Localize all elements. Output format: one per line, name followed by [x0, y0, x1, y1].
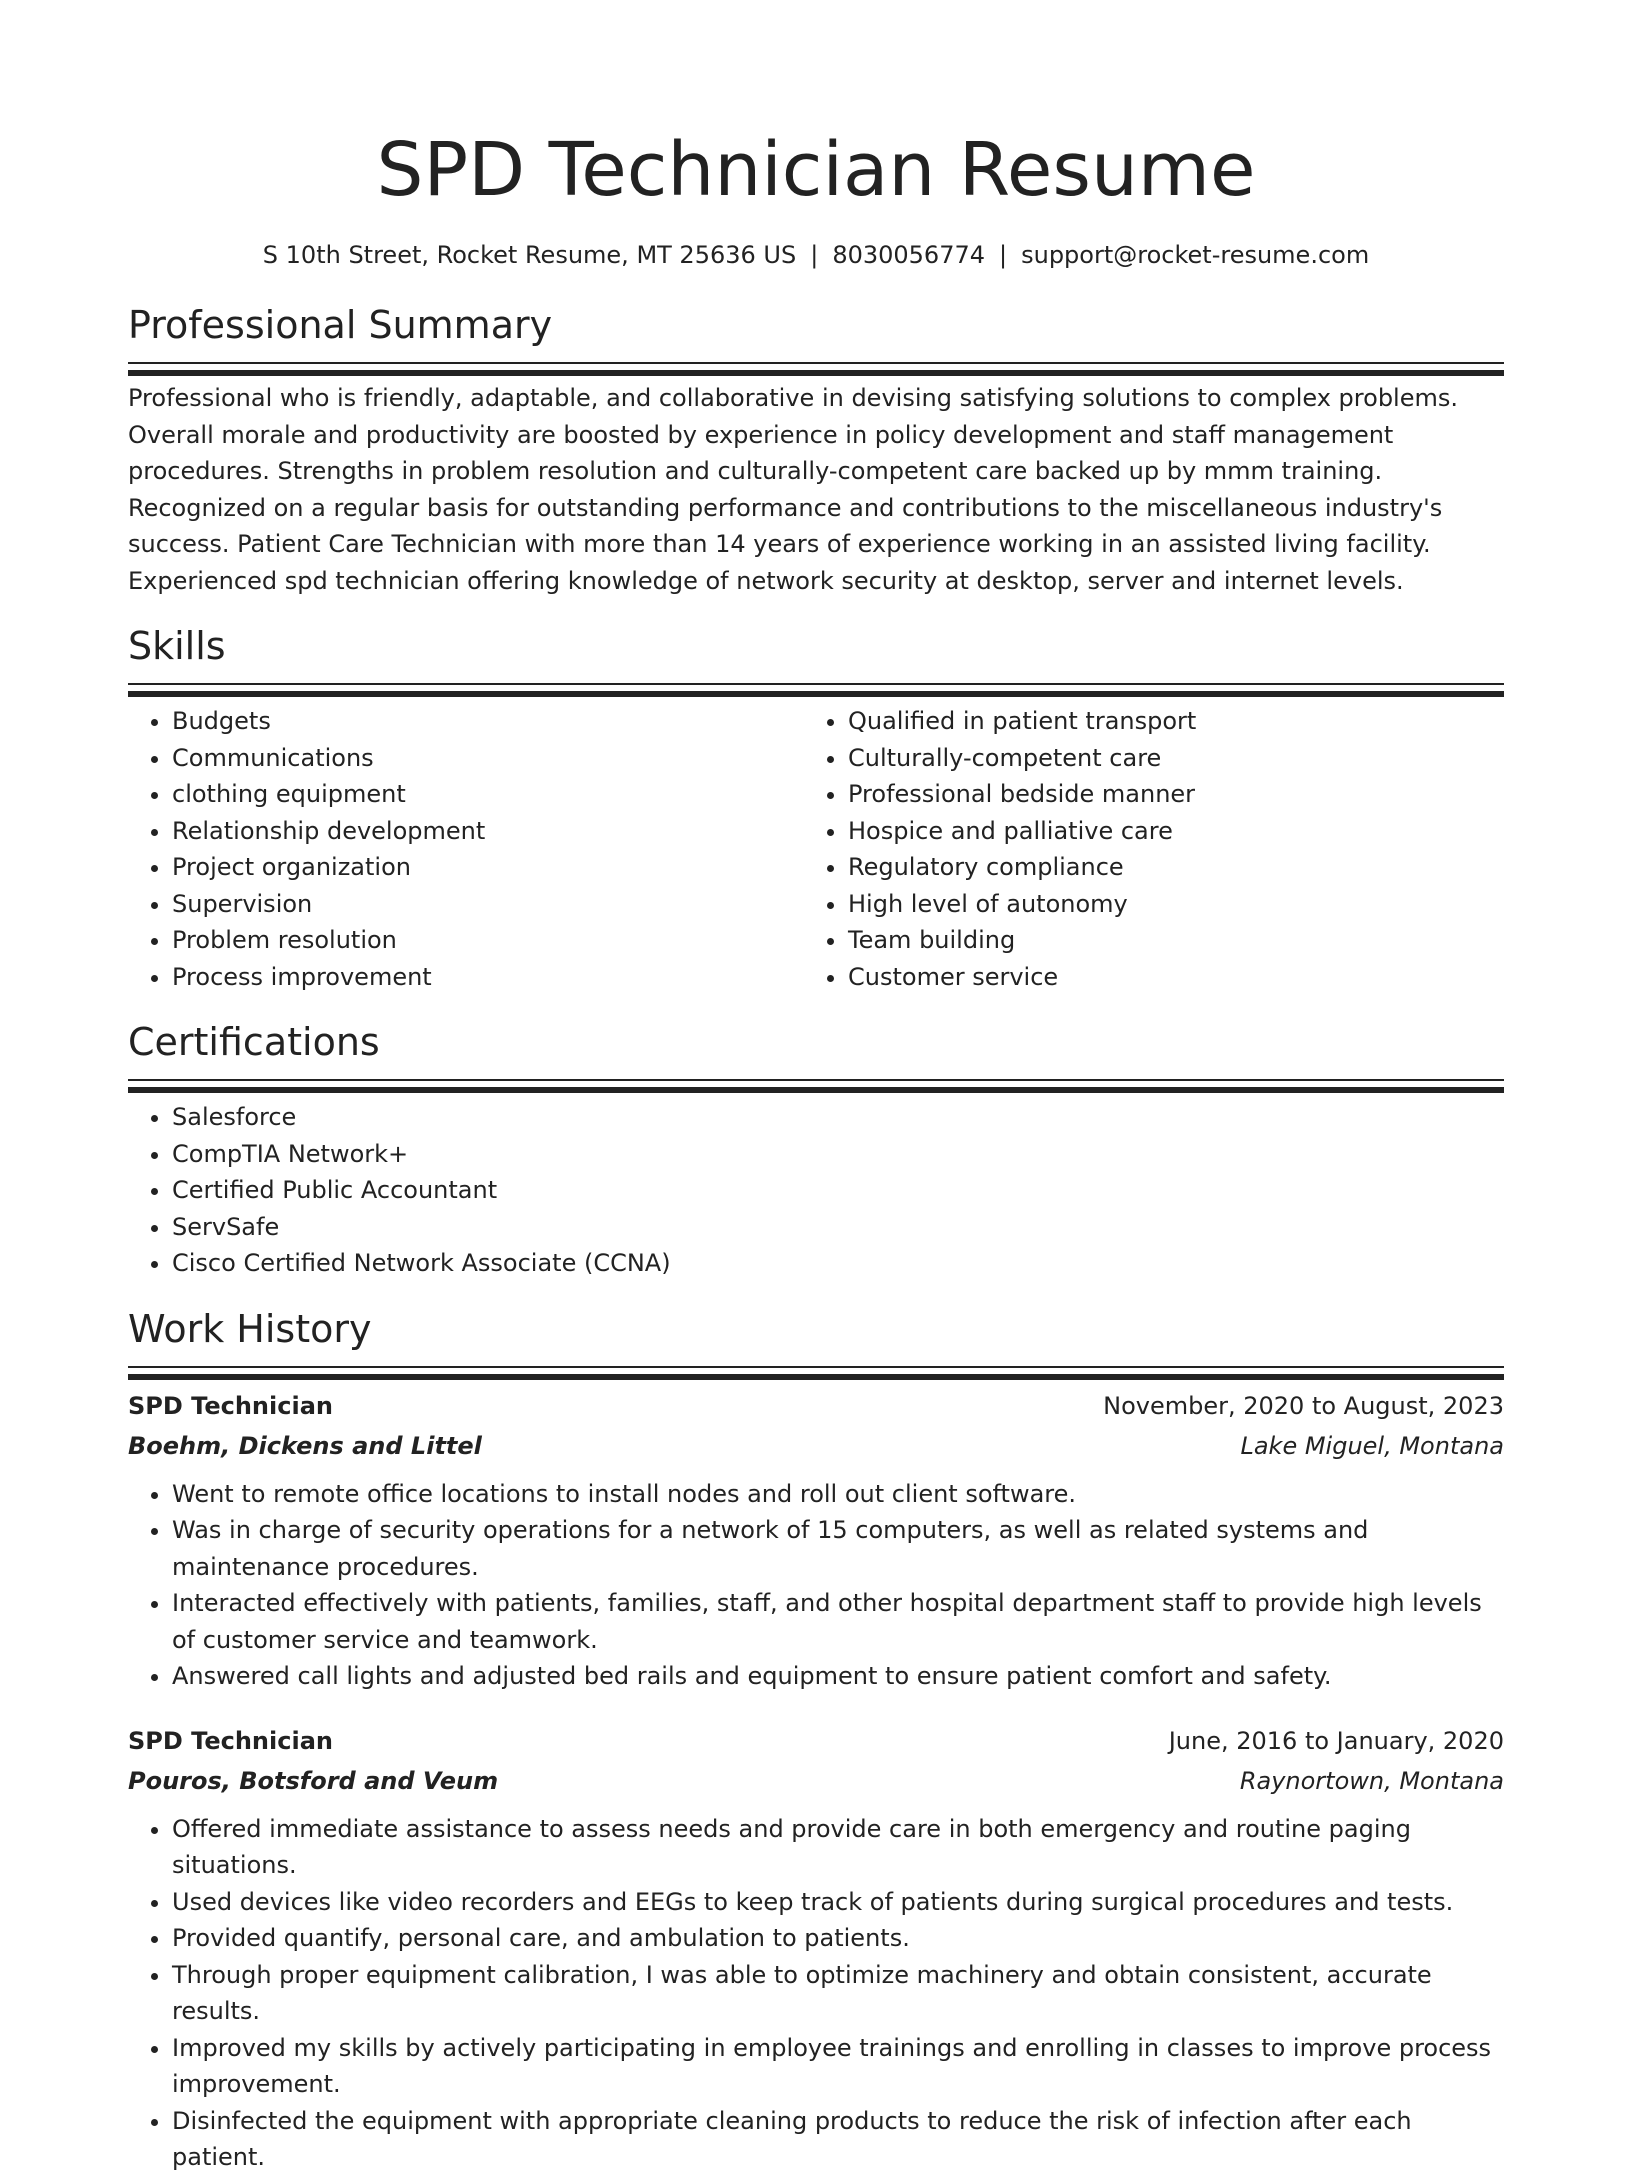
job-header — [128, 1386, 1504, 1426]
certification-item: • CompTIA Network+ — [172, 1136, 1504, 1173]
job-bullet: • Disinfected the equipment with appropriate cleaning products to reduce the risk of infection after each patient. — [172, 2103, 1504, 2176]
job-bullet: • Answered call lights and adjusted bed rails and equipment to ensure patient comfort and safety. — [172, 1658, 1504, 1695]
job-dates: November, 2020 to August, 2023 — [1103, 1391, 1504, 1420]
job-company: Pouros, Botsford and Veum — [128, 1766, 499, 1795]
summary-section — [128, 300, 1504, 599]
certification-item: • Salesforce — [172, 1099, 1504, 1136]
job-company: Boehm, Dickens and Littel — [128, 1431, 482, 1460]
certification-item: • Certified Public Accountant — [172, 1172, 1504, 1209]
job-bullet: • Improved my skills by actively participating in employee trainings and enrolling in classes to improve process improvement. — [172, 2030, 1504, 2103]
job-bullet: • Used devices like video recorders and EEGs to keep track of patients during surgical procedures and tests. — [172, 1884, 1504, 1921]
skill-item: • Budgets — [172, 703, 804, 740]
summary-heading: Professional Summary — [128, 303, 553, 347]
job-subheader — [128, 1761, 1504, 1801]
job-location: Raynortown, Montana — [1239, 1766, 1504, 1795]
contact-address: S 10th Street, Rocket Resume, MT 25636 US — [262, 241, 797, 269]
skill-item: • Communications — [172, 740, 804, 777]
job-bullet: • Interacted effectively with patients, families, staff, and other hospital department staff to provide high levels of customer service and teamwork. — [172, 1585, 1504, 1658]
section-divider — [128, 1079, 1504, 1087]
contact-phone: 8030056774 — [832, 241, 986, 269]
contact-email[interactable]: support@rocket-resume.com — [1021, 241, 1370, 269]
certification-item: • ServSafe — [172, 1209, 1504, 1246]
job-entry — [128, 1386, 1504, 1695]
job-bullet: • Was in charge of security operations for a network of 15 computers, as well as related systems and maintenance procedures. — [172, 1512, 1504, 1585]
job-title: SPD Technician — [128, 1391, 333, 1420]
page-title: SPD Technician Resume — [376, 127, 1256, 213]
skill-item: • Relationship development — [172, 813, 804, 850]
skill-item: • Regulatory compliance — [848, 849, 1480, 886]
section-divider — [128, 1366, 1504, 1374]
job-bullets — [128, 1811, 1504, 2176]
skill-item: • Problem resolution — [172, 922, 804, 959]
skills-list-right — [804, 703, 1480, 995]
skill-item: • Process improvement — [172, 959, 804, 996]
skill-item: • Hospice and palliative care — [848, 813, 1480, 850]
work-section — [128, 1304, 1504, 2176]
skill-item: • Supervision — [172, 886, 804, 923]
skill-item: • Project organization — [172, 849, 804, 886]
skill-item: • clothing equipment — [172, 776, 804, 813]
skills-list-left — [128, 703, 804, 995]
skills-grid — [128, 703, 1504, 995]
skills-section — [128, 621, 1504, 995]
skill-item: • High level of autonomy — [848, 886, 1480, 923]
skill-item: • Culturally-competent care — [848, 740, 1480, 777]
work-heading: Work History — [128, 1306, 372, 1351]
job-subheader — [128, 1426, 1504, 1466]
skill-item: • Professional bedside manner — [848, 776, 1480, 813]
job-dates: June, 2016 to January, 2020 — [1168, 1726, 1504, 1755]
job-header — [128, 1721, 1504, 1761]
skill-item: • Customer service — [848, 959, 1480, 996]
section-divider — [128, 362, 1504, 370]
job-entry — [128, 1721, 1504, 2176]
contact-separator: | — [999, 241, 1008, 269]
skill-item: • Qualified in patient transport — [848, 703, 1480, 740]
certification-item: • Cisco Certified Network Associate (CCNA) — [172, 1245, 1504, 1282]
section-divider — [128, 683, 1504, 691]
job-bullet: • Went to remote office locations to install nodes and roll out client software. — [172, 1476, 1504, 1513]
contact-line — [128, 238, 1504, 272]
job-title: SPD Technician — [128, 1726, 333, 1755]
job-bullet: • Through proper equipment calibration, I was able to optimize machinery and obtain consistent, accurate results. — [172, 1957, 1504, 2030]
job-location: Lake Miguel, Montana — [1240, 1431, 1504, 1460]
skill-item: • Team building — [848, 922, 1480, 959]
job-bullets — [128, 1476, 1504, 1695]
contact-separator: | — [810, 241, 819, 269]
certifications-heading: Certifications — [128, 1020, 380, 1064]
resume-page — [128, 0, 1504, 2176]
summary-text: Professional who is friendly, adaptable, and collaborative in devising satisfying solutions to complex problems. Overall morale and productivity are boosted by experience in policy development and staff management procedures. Strengths in problem resolution and culturally-competent care backed up by mmm training. Recognized on a regular basis for outstanding performance and contributions to the miscellaneous industry's success. Patient Care Technician with more than 14 years of experience working in an assisted living facility. Experienced spd technician offering knowledge of network security at desktop, server and internet levels. — [128, 384, 1458, 595]
skills-heading: Skills — [128, 624, 226, 668]
job-bullet: • Provided quantify, personal care, and ambulation to patients. — [172, 1920, 1504, 1957]
certifications-section — [128, 1017, 1504, 1282]
certifications-list — [128, 1099, 1504, 1282]
job-bullet: • Offered immediate assistance to assess needs and provide care in both emergency and routine paging situations. — [172, 1811, 1504, 1884]
